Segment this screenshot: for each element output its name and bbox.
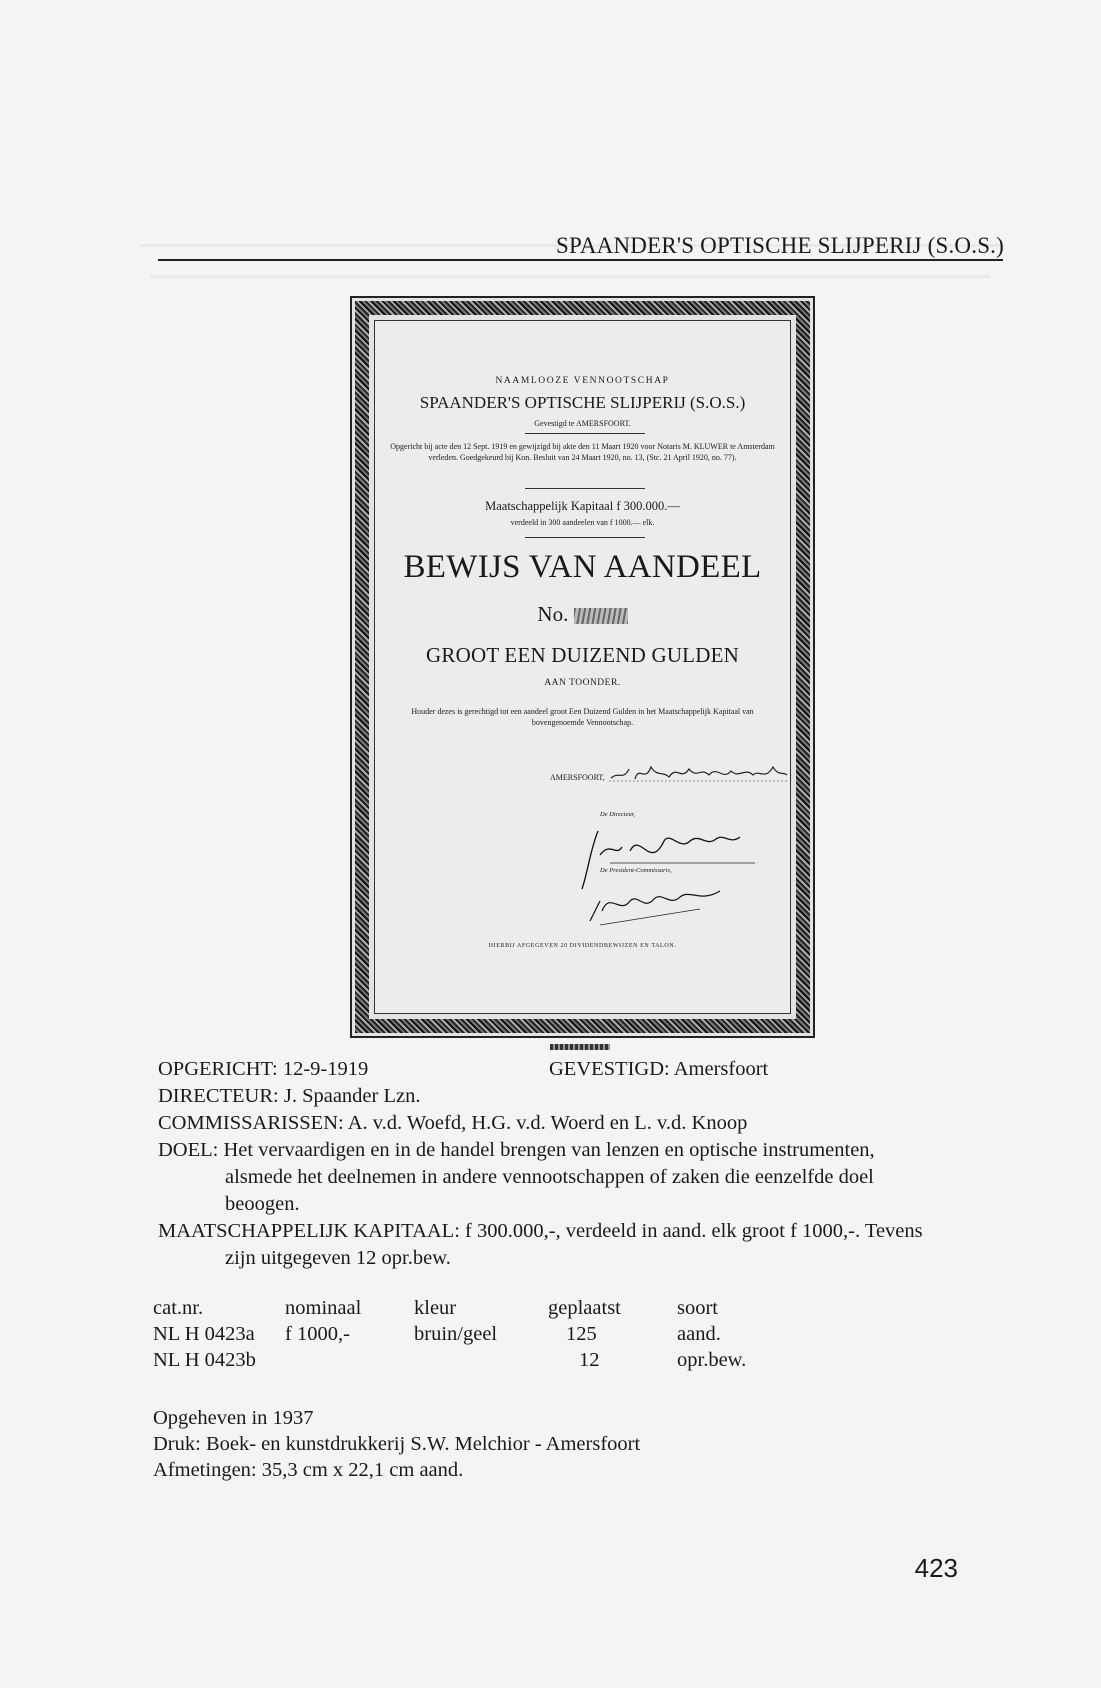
gevestigd-label: GEVESTIGD:	[549, 1058, 670, 1080]
table-cell: NL H 0423a	[153, 1323, 255, 1345]
table-cell: bruin/geel	[414, 1323, 498, 1345]
certificate-body	[374, 320, 791, 1014]
printer-mark	[550, 1044, 610, 1050]
table-header-geplaatst: geplaatst	[548, 1297, 621, 1319]
table-header-soort: soort	[677, 1297, 718, 1319]
page-header-title: SPAANDER'S OPTISCHE SLIJPERIJ (S.O.S.)	[556, 233, 1004, 258]
director-signature	[570, 811, 760, 891]
president-signature	[580, 881, 730, 926]
handwritten-date-signature	[609, 761, 789, 783]
doel-label: DOEL:	[158, 1139, 219, 1161]
commissarissen-label: COMMISSARISSEN:	[158, 1112, 344, 1134]
doel-line-2: alsmede het deelnemen in andere vennootschappen of zaken die eenzelfde doel	[225, 1166, 874, 1188]
table-header-nominaal: nominaal	[285, 1297, 362, 1319]
table-cell: 125	[566, 1323, 597, 1345]
certificate-rule	[525, 537, 645, 538]
kapitaal-label: MAATSCHAPPELIJK KAPITAAL:	[158, 1220, 460, 1242]
doel-text-1: Het vervaardigen en in de handel brengen van lenzen en optische instrumenten,	[223, 1139, 875, 1161]
certificate-place: AMERSFOORT,	[550, 773, 605, 782]
certificate-talon-note: HIERBIJ AFGEGEVEN 20 DIVIDENDBEWIJZEN EN TALON.	[488, 943, 677, 949]
opgericht-label: OPGERICHT:	[158, 1058, 278, 1080]
certificate-rule	[525, 488, 645, 489]
table-cell: aand.	[677, 1323, 721, 1345]
certificate-division: verdeeld in 300 aandeelen van f 1000.— elk.	[510, 518, 655, 527]
share-certificate-image	[350, 296, 815, 1038]
kapitaal-line-2: zijn uitgegeven 12 opr.bew.	[225, 1247, 451, 1269]
certificate-director-label: De Directeur,	[600, 811, 636, 818]
table-cell: NL H 0423b	[153, 1349, 256, 1371]
certificate-document-title: BEWIJS VAN AANDEEL	[403, 549, 762, 585]
gevestigd-value: Amersfoort	[673, 1058, 769, 1080]
certificate-established: Gevestigd te AMERSFOORT.	[534, 419, 631, 428]
certificate-number	[375, 602, 790, 627]
opgericht-line	[158, 1058, 368, 1081]
gevestigd-line	[549, 1058, 768, 1081]
kapitaal-line-1	[158, 1220, 923, 1243]
directeur-value: J. Spaander Lzn.	[283, 1085, 421, 1107]
kapitaal-text-1: f 300.000,-, verdeeld in aand. elk groot f 1000,-. Tevens	[465, 1220, 923, 1242]
certificate-capital: Maatschappelijk Kapitaal f 300.000.—	[485, 499, 680, 513]
doel-line-3: beoogen.	[225, 1193, 300, 1215]
certificate-number-label: No.	[537, 602, 569, 626]
table-cell: f 1000,-	[285, 1323, 350, 1345]
table-header-kleur: kleur	[414, 1297, 457, 1319]
certificate-rule	[525, 433, 645, 434]
druk-line: Druk: Boek- en kunstdrukkerij S.W. Melchior - Amersfoort	[153, 1433, 641, 1455]
doel-line-1	[158, 1139, 875, 1162]
commissarissen-line	[158, 1112, 747, 1135]
certificate-value-line: GROOT EEN DUIZEND GULDEN	[426, 643, 739, 667]
opgericht-value: 12-9-1919	[282, 1058, 369, 1080]
afmetingen-line: Afmetingen: 35,3 cm x 22,1 cm aand.	[153, 1459, 464, 1481]
header-rule	[158, 259, 1003, 261]
table-header-catnr: cat.nr.	[153, 1297, 204, 1319]
certificate-president-label: De President-Commissaris,	[600, 867, 672, 874]
certificate-number-stamp	[574, 608, 628, 624]
directeur-line	[158, 1085, 420, 1108]
table-cell: 12	[579, 1349, 600, 1371]
opgeheven-line: Opgeheven in 1937	[153, 1407, 314, 1429]
certificate-bearer: AAN TOONDER.	[544, 678, 621, 688]
certificate-company-name: SPAANDER'S OPTISCHE SLIJPERIJ (S.O.S.)	[419, 393, 746, 412]
page-number: 423	[914, 1553, 958, 1583]
table-cell: opr.bew.	[677, 1349, 747, 1371]
certificate-company-type: NAAMLOOZE VENNOOTSCHAP	[495, 376, 670, 386]
certificate-founding-text: Opgericht bij acte den 12 Sept. 1919 en gewijzigd bij akte den 11 Maart 1920 voor Notaris M. KLUWER te Amsterdam verleden. Goedgekeurd bij Kon. Besluit van 24 Maart 1920, no. 13, (Stc. 21 April 1920, no. 77).	[390, 442, 775, 462]
bleed-through-line	[150, 275, 990, 278]
commissarissen-value: A. v.d. Woefd, H.G. v.d. Woerd en L. v.d. Knoop	[347, 1112, 748, 1134]
directeur-label: DIRECTEUR:	[158, 1085, 279, 1107]
certificate-holder-text: Houder dezes is gerechtigd tot een aandeel groot Een Duizend Gulden in het Maatschappelijk Kapitaal van bovengenoemde Vennootschap.	[411, 707, 754, 727]
